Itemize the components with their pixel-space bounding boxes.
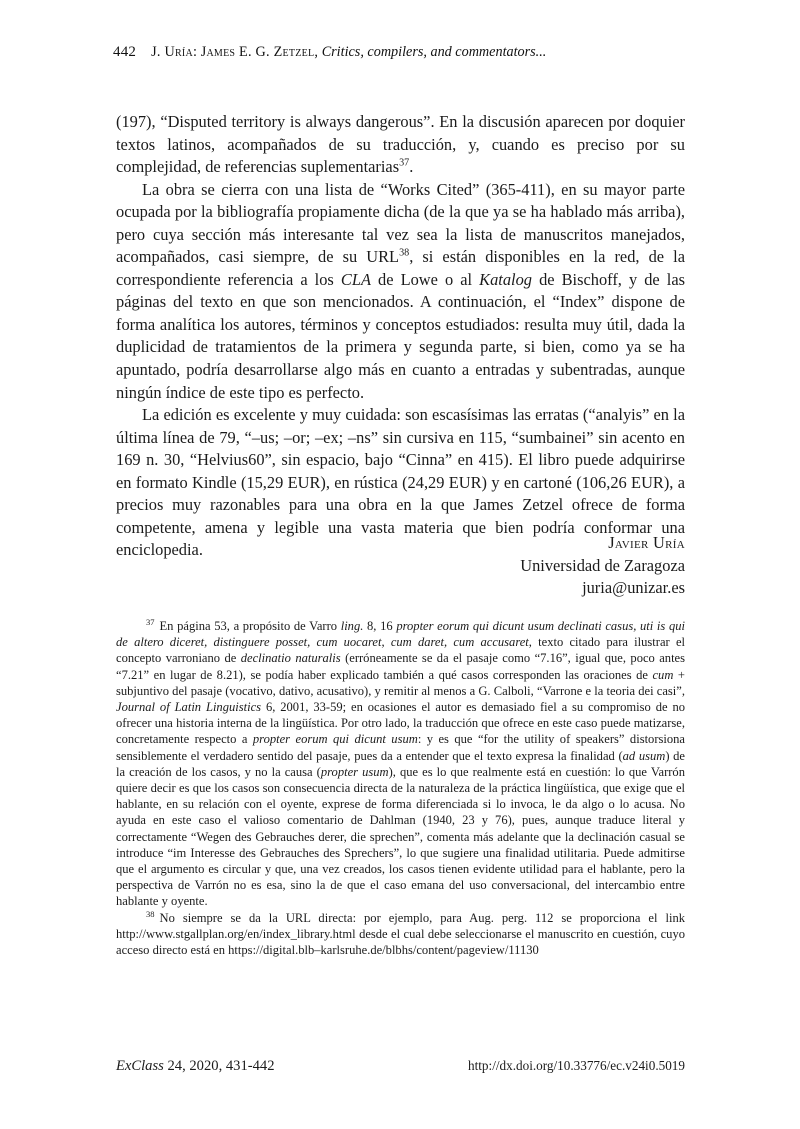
footnote-reference-38[interactable]: 38 <box>399 247 410 259</box>
page-number: 442 <box>113 44 137 60</box>
italic-run: propter eorum qui dicunt usum <box>252 732 418 747</box>
text-run: . <box>409 157 414 177</box>
footer-citation <box>116 1058 275 1075</box>
italic-run: declinatio naturalis <box>240 651 341 666</box>
body-text <box>116 111 685 562</box>
italic-run: CLA <box>340 269 371 289</box>
italic-run: propter usum <box>320 764 389 779</box>
footnote-38 <box>116 910 685 959</box>
text-run: 8, 16 <box>363 619 397 633</box>
signature-affiliation: Universidad de Zaragoza <box>520 555 685 575</box>
italic-run: cum <box>652 667 674 682</box>
running-head-book-author: James E. G. Zetzel, <box>200 44 319 60</box>
footnote-marker-38[interactable]: 38 <box>146 908 155 919</box>
signature-email[interactable]: juria@unizar.es <box>582 578 685 598</box>
running-head-book-title: Critics, compilers, and commentators... <box>321 44 547 60</box>
running-head <box>113 43 685 61</box>
text-run: de Lowe o al <box>370 269 480 289</box>
italic-run: Katalog <box>479 269 532 289</box>
journal-issue: 24, 2020, 431-442 <box>163 1058 275 1074</box>
text-run: de Bischoff, y de las páginas del texto en que son mencionados. A continuación, el “Index” dispone de forma analítica los autores, términos y conceptos estudiados: resulta muy útil, dada la duplicidad de tratamientos de la primera y segunda parte, si bien, como ya se ha apuntado, podría desarrollarse algo más en cuanto a entradas y subentradas, aunque ningún índice de este tipo es perfecto. <box>116 269 685 402</box>
text-run: En página 53, a propósito de Varro <box>159 619 341 633</box>
footnote-reference-37[interactable]: 37 <box>399 157 410 169</box>
footnotes-block <box>116 618 685 958</box>
text-run: No siempre se da la URL directa: por ejemplo, para Aug. perg. 112 se proporciona el link http://www.stgallplan.org/en/index_library.html desde el cual debe seleccionarse el manuscrito en cuestión, cuyo acceso directo está en https://digital.blb–karlsruhe.de/blbhs/content/pageview/11130 <box>116 910 685 958</box>
italic-run: ad usum <box>622 748 666 763</box>
text-run: 6, 2001, 33-59; en ocasiones el autor es demasiado fiel a su compromiso de no ofrecer una historia interna de la lingüística. Por otro lado, la traducción que ofrece en este caso puede matizarse, concretamente respecto a <box>116 700 686 747</box>
footnote-marker-37[interactable]: 37 <box>146 616 155 627</box>
italic-run: Journal of Latin Linguistics <box>116 700 262 715</box>
signature-name: Javier Uría <box>608 533 685 552</box>
footer-doi[interactable]: http://dx.doi.org/10.33776/ec.v24i0.5019 <box>468 1058 685 1073</box>
text-run: : y es que “for the utility of speakers” distorsiona sensiblemente el verdadero sentido del pasaje, pues da a entender que el texto expresa la finalidad ( <box>116 732 685 763</box>
text-run: (197), “Disputed territory is always dangerous”. En la discusión aparecen por doquier textos latinos, acompañados de su traducción, y, cuando es preciso por su complejidad, de referencias suplementarias <box>116 112 685 177</box>
text-run: La obra se cierra con una lista de “Works Cited” (365-411), en su mayor parte ocupada por la bibliografía propiamente dicha (de la que ya se ha hablado más arriba), pero cuya sección más interesante tal vez sea la lista de manuscritos manejados, acompañados, casi siempre, de su URL <box>116 179 685 267</box>
text-run: , texto citado para ilustrar el concepto varroniano de <box>116 635 685 666</box>
text-run: ), que es lo que realmente está en cuestión: lo que Varrón quiere decir es que los casos son consecuencia directa de la naturaleza de la práctica lingüística, que exige que el hablante, en su relación con el oyente, exprese de forma diferenciada si lo invoca, le da algo o lo acusa. No ayuda en este caso el valioso comentario de Dahlman (1940, 23 y 76), pues, aunque traduce literal y correctamente “Wegen des Gebrauches derer, die sprechen”, comenta más adelante que la declinación casual se introduce “im Interesse des Gebrauches des Sprechers”, lo que sugiere una finalidad utilitaria. Puede admitirse que el argumento es circular y que, una vez creados, los casos tienen evidente utilidad para el hablante, pero la perspectiva de Varrón no es esa, sino la de que el caso emana del uso conversacional, del intercambio entre hablante y oyente. <box>116 764 685 909</box>
journal-name: ExClass <box>116 1058 164 1074</box>
italic-run: propter eorum qui dicunt usum declinati casus, uti is qui de altero diceret, distinguere posset, cum uocaret, cum daret, cum accusaret <box>116 619 686 650</box>
text-run: ) de la creación de los casos, y no la causa ( <box>116 748 685 779</box>
text-run: , si están disponibles en la red, de la correspondiente referencia a los <box>116 247 685 289</box>
paragraph-disputed-territory <box>116 111 685 179</box>
paragraph-works-cited <box>116 179 685 404</box>
page-footer <box>116 1058 685 1075</box>
italic-run: ling. <box>340 619 364 633</box>
text-run: La edición es excelente y muy cuidada: son escasísimas las erratas (“analyis” en la última línea de 79, “–us; –or; –ex; –ns” sin cursiva en 115, “sumbainei” sin acento en 169 n. 30, “Helvius60”, sin espacio, bajo “Cinna” en 415). El libro puede adquirirse en formato Kindle (15,29 EUR), en rústica (24,29 EUR) y en cartoné (106,26 EUR), a precios muy razonables para una obra en la que James Zetzel ofrece de forma competente, amena y legible una vasta materia que bien podría conformar una enciclopedia. <box>116 405 685 560</box>
text-run: + subjuntivo del pasaje (vocativo, dativo, acusativo), y remitir al menos a G. Calboli, “Varrone e la teoria dei casi”, <box>116 667 685 698</box>
footnote-37 <box>116 618 685 910</box>
text-run: (erróneamente se da el pasaje como “7.16”, igual que, poco antes “7.21” en lugar de 8.21), se podía haber explicado también a qué casos corresponden las oraciones de <box>116 651 686 682</box>
running-head-reviewer: J. Uría: <box>151 44 198 60</box>
signature-block <box>116 532 685 600</box>
